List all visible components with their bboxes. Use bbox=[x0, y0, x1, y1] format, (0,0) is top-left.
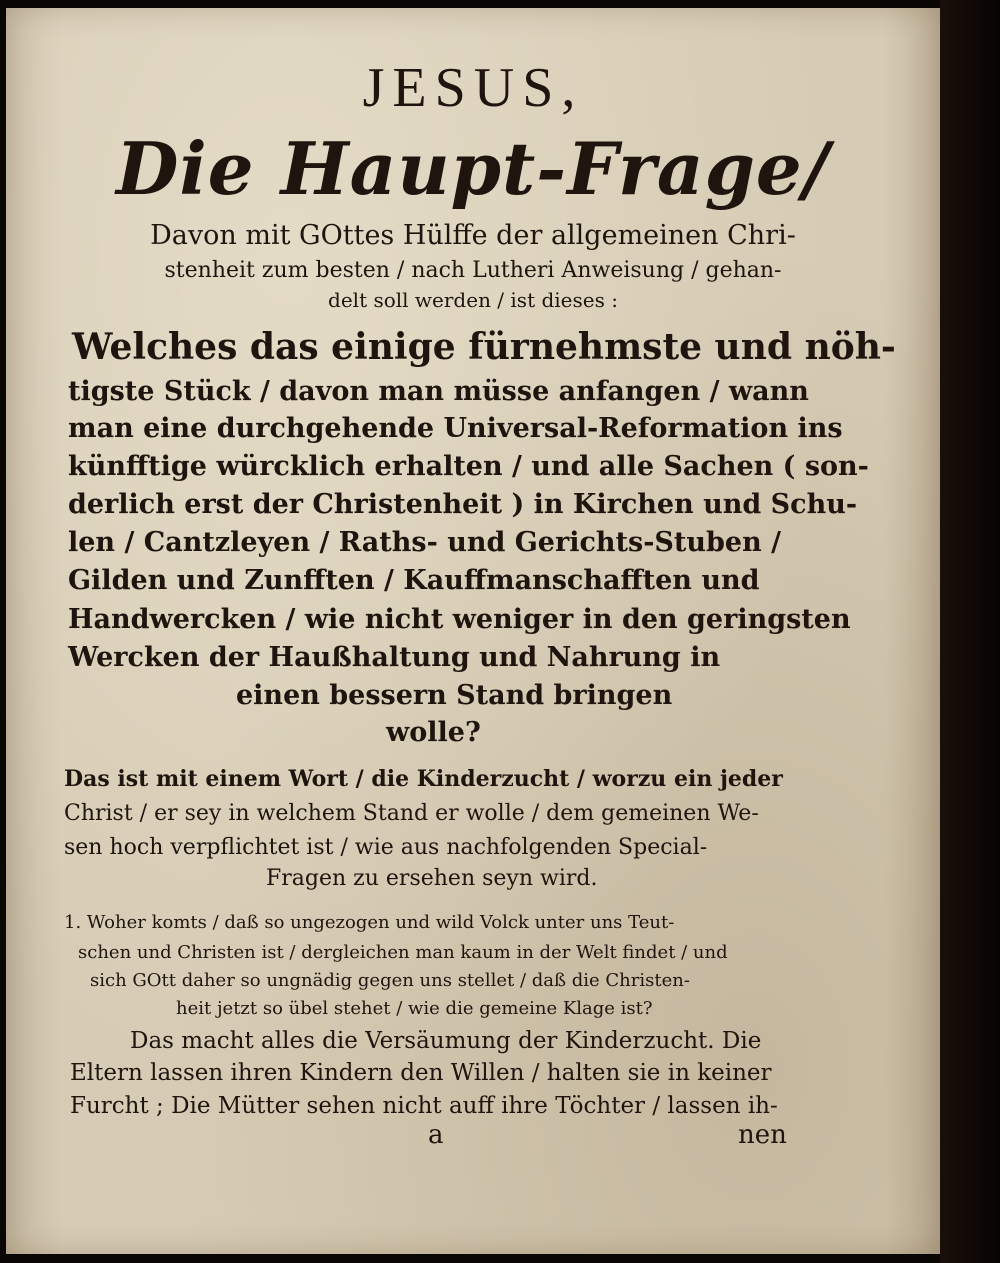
answer-1-line: Furcht ; Die Mütter sehen nicht auff ihre Töchter / lassen ih- bbox=[70, 1093, 778, 1119]
subtitle-line: Davon mit GOttes Hülffe der allgemeinen Chri- bbox=[150, 220, 796, 251]
answer-line: Fragen zu ersehen seyn wird. bbox=[266, 866, 598, 891]
question-line: wolle? bbox=[386, 717, 481, 748]
question-line: Gilden und Zunfften / Kauffmanschafften und bbox=[68, 565, 760, 596]
question-line: Welches das einige fürnehmste und nöh- bbox=[72, 326, 896, 368]
page-title: JESUS, bbox=[362, 57, 584, 119]
answer-1-line: Eltern lassen ihren Kindern den Willen / halten sie in keiner bbox=[70, 1060, 772, 1086]
answer-line: Christ / er sey in welchem Stand er wolle / dem gemeinen We- bbox=[64, 801, 759, 826]
question-1-line: 1. Woher komts / daß so ungezogen und wild Volck unter uns Teut- bbox=[64, 912, 675, 933]
answer-line: Das ist mit einem Wort / die Kinderzucht / worzu ein jeder bbox=[64, 766, 783, 792]
subtitle-line: stenheit zum besten / nach Lutheri Anweisung / gehan- bbox=[164, 258, 782, 283]
question-line: einen bessern Stand bringen bbox=[236, 680, 673, 711]
answer-line: sen hoch verpflichtet ist / wie aus nachfolgenden Special- bbox=[64, 835, 708, 860]
main-heading: Die Haupt-Frage/ bbox=[115, 126, 831, 211]
question-line: len / Cantzleyen / Raths- und Gerichts-Stuben / bbox=[68, 527, 781, 558]
catchword: nen bbox=[738, 1120, 787, 1150]
subtitle-line: delt soll werden / ist dieses : bbox=[328, 288, 618, 312]
question-line: Wercken der Haußhaltung und Nahrung in bbox=[68, 642, 721, 673]
question-line: man eine durchgehende Universal-Reformation ins bbox=[68, 413, 843, 444]
question-line: derlich erst der Christenheit ) in Kirchen und Schu- bbox=[68, 489, 858, 520]
signature-mark: a bbox=[428, 1120, 444, 1150]
book-edge bbox=[940, 0, 1000, 1263]
question-line: Handwercken / wie nicht weniger in den geringsten bbox=[68, 604, 851, 635]
question-1-line: schen und Christen ist / dergleichen man kaum in der Welt findet / und bbox=[78, 942, 728, 963]
question-1-line: heit jetzt so übel stehet / wie die gemeine Klage ist? bbox=[176, 998, 653, 1019]
question-line: künfftige würcklich erhalten / und alle Sachen ( son- bbox=[68, 451, 869, 482]
document-page bbox=[6, 8, 940, 1254]
question-line: tigste Stück / davon man müsse anfangen / wann bbox=[68, 376, 809, 407]
question-1-line: sich GOtt daher so ungnädig gegen uns stellet / daß die Christen- bbox=[90, 970, 690, 991]
answer-1-line: Das macht alles die Versäumung der Kinderzucht. Die bbox=[130, 1028, 762, 1054]
